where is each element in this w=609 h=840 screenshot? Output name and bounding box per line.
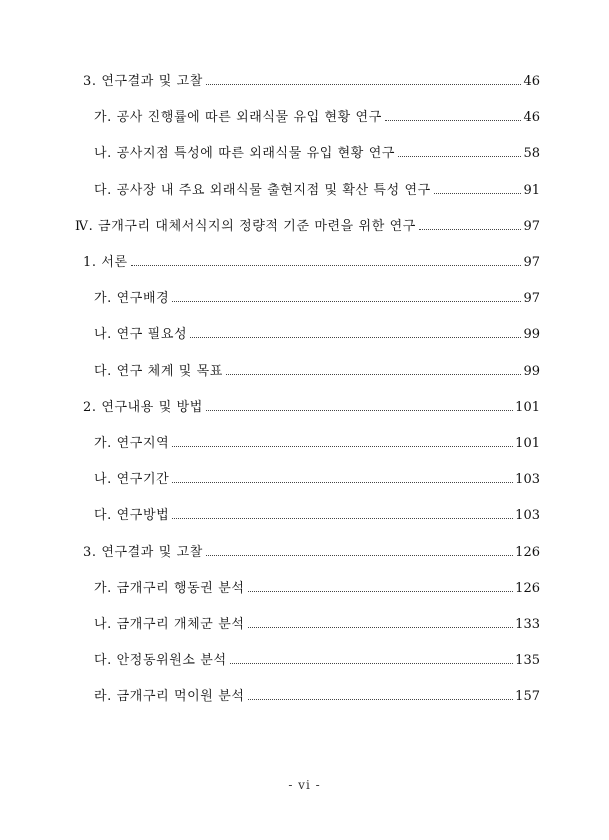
toc-dot-leader — [419, 228, 522, 230]
toc-dot-leader — [206, 83, 522, 85]
toc-dot-leader — [172, 300, 521, 302]
toc-entry-title: 다. 연구 체계 및 목표 — [94, 363, 223, 379]
toc-entry-title: 3. 연구결과 및 고찰 — [83, 74, 203, 89]
toc-entry-page-number: 101 — [515, 399, 540, 415]
toc-entry[interactable] — [94, 434, 540, 454]
toc-entry-title: 다. 공사장 내 주요 외래식물 출현지점 및 확산 특성 연구 — [94, 182, 431, 198]
toc-dot-leader — [206, 554, 513, 556]
toc-dot-leader — [172, 481, 513, 483]
toc-entry-title: 가. 연구배경 — [94, 291, 170, 307]
toc-entry[interactable] — [83, 72, 540, 92]
toc-dot-leader — [248, 698, 514, 700]
toc-entry-title: 2. 연구내용 및 방법 — [83, 399, 203, 415]
toc-dot-leader — [226, 373, 522, 375]
toc-dot-leader — [190, 336, 521, 338]
toc-entry[interactable] — [94, 506, 540, 526]
toc-entry[interactable] — [83, 398, 540, 418]
toc-dot-leader — [248, 590, 514, 592]
toc-entry[interactable] — [75, 217, 540, 237]
toc-entry[interactable] — [94, 651, 540, 671]
toc-entry-page-number: 133 — [515, 617, 540, 632]
toc-entry-page-number: 99 — [523, 363, 540, 379]
toc-dot-leader — [172, 445, 513, 447]
toc-dot-leader — [206, 409, 513, 411]
toc-entry-title: 다. 안정동위원소 분석 — [94, 653, 227, 669]
toc-entry[interactable] — [94, 325, 540, 345]
toc-entry-title: 가. 금개구리 행동권 분석 — [94, 580, 245, 596]
toc-entry-page-number: 58 — [523, 146, 540, 162]
toc-dot-leader — [385, 119, 522, 121]
toc-entry[interactable] — [94, 108, 540, 128]
toc-entry-page-number: 97 — [523, 291, 540, 307]
toc-entry[interactable] — [94, 615, 540, 635]
toc-entry-title: Ⅳ. 금개구리 대체서식지의 정량적 기준 마련을 위한 연구 — [75, 218, 416, 234]
toc-entry-page-number: 99 — [523, 327, 540, 343]
toc-entry-page-number: 135 — [515, 653, 540, 669]
toc-entry-page-number: 101 — [515, 436, 540, 451]
toc-entry[interactable] — [83, 253, 540, 273]
toc-entry-title: 가. 연구지역 — [94, 436, 170, 451]
toc-entry-title: 나. 연구 필요성 — [94, 327, 188, 343]
toc-entry[interactable] — [94, 181, 540, 201]
toc-entry-title: 라. 금개구리 먹이원 분석 — [94, 689, 245, 705]
toc-entry[interactable] — [94, 289, 540, 309]
toc-dot-leader — [434, 192, 522, 194]
toc-entry[interactable] — [94, 687, 540, 707]
toc-entry-page-number: 103 — [515, 508, 540, 524]
toc-entry-page-number: 103 — [515, 472, 540, 488]
toc-entry-page-number: 97 — [523, 218, 540, 234]
toc-entry-page-number: 126 — [515, 580, 540, 596]
toc-entry[interactable] — [83, 543, 540, 563]
page-number-footer: - vi - — [288, 778, 321, 792]
toc-dot-leader — [398, 155, 521, 157]
toc-entry-title: 가. 공사 진행률에 따른 외래식물 유입 현황 연구 — [94, 110, 382, 126]
toc-entry[interactable] — [94, 362, 540, 382]
toc-entry-page-number: 91 — [523, 182, 540, 198]
toc-entry-title: 3. 연구결과 및 고찰 — [83, 544, 203, 560]
toc-dot-leader — [248, 626, 514, 628]
toc-dot-leader — [172, 517, 513, 519]
toc-entry-page-number: 157 — [515, 689, 540, 705]
toc-entry-title: 나. 금개구리 개체군 분석 — [94, 617, 245, 632]
toc-entry[interactable] — [94, 470, 540, 490]
toc-entry-title: 1. 서론 — [83, 255, 128, 270]
toc-entry-title: 나. 공사지점 특성에 따른 외래식물 유입 현황 연구 — [94, 146, 396, 162]
toc-entry[interactable] — [94, 144, 540, 164]
toc-dot-leader — [131, 264, 522, 266]
toc-entry-page-number: 126 — [515, 544, 540, 560]
toc-entry-title: 나. 연구기간 — [94, 472, 170, 488]
toc-entry-page-number: 46 — [523, 74, 540, 89]
toc-entry-title: 다. 연구방법 — [94, 508, 170, 524]
toc-entry[interactable] — [94, 579, 540, 599]
toc-dot-leader — [230, 662, 514, 664]
toc-entry-page-number: 46 — [523, 110, 540, 126]
toc-entry-page-number: 97 — [523, 255, 540, 270]
